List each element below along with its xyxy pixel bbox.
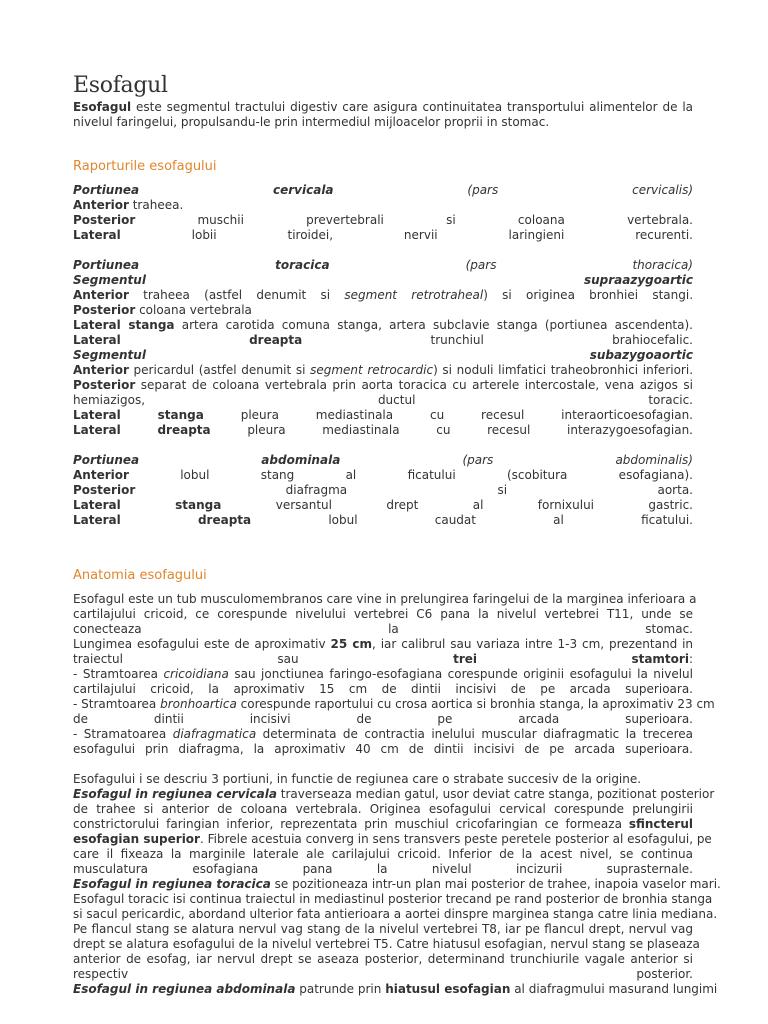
text-line: - Stramtoarea bronhoartica corespunde raportului cu crosa aortica si bronhia stanga, la aproximativ 23 cm xyxy=(73,697,715,711)
text-line: esofagian superior. Fibrele acestuia converg in sens transvers peste peretele posterior al esofagului, pe xyxy=(73,832,712,846)
text-line: traiectul sau trei stamtori: xyxy=(73,652,693,666)
text-line: hemiazigos, ductul toracic. xyxy=(73,393,693,407)
text-line: - Stramtoarea cricoidiana sau jonctiunea faringo-esofagiana corespunde originii esofagului la nivelul xyxy=(73,667,693,681)
text-line: Lungimea esofagului este de aproximativ 25 cm, iar calibrul sau variaza intre 1-3 cm, prezentand in xyxy=(73,637,694,651)
text-line: Anterior traheea. xyxy=(73,198,184,212)
anatomia-paragraph-1 xyxy=(73,592,715,757)
text-line: Esofagul este un tub musculomembranos care vine in prelungirea faringelui de la marginea inferioara a xyxy=(73,592,697,606)
anatomia-paragraph-2 xyxy=(73,772,721,997)
text-line: Pe flancul stang se alatura nervul vag stang de la nivelul vertebrei T8, iar pe flancul drept, nervul vag xyxy=(73,922,693,936)
text-line: Esofagul este segmentul tractului digestiv care asigura continuitatea transportului alimentelor de la xyxy=(73,100,693,114)
text-line: drept se alatura esofagului de la nivelul vertebrei T5. Catre hiatusul esofagian, nervul stang se plaseaza xyxy=(73,937,700,951)
text-line: Esofagului i se descriu 3 portiuni, in functie de regiunea care o strabate succesiv de la origine. xyxy=(73,772,642,786)
text-line: Esofagul in regiunea toracica se pozitioneaza intr-un plan mai posterior de trahee, inapoia vaselor mari. xyxy=(73,877,721,891)
text-line: Segmentul subazygoaortic xyxy=(73,348,693,362)
portiunea-cervicala-block xyxy=(73,183,693,243)
text-line: Lateral dreapta trunchiul brahiocefalic. xyxy=(73,333,693,347)
intro-paragraph xyxy=(73,100,693,130)
text-line: Anterior traheea (astfel denumit si segment retrotraheal) si originea bronhiei stangi. xyxy=(73,288,694,302)
text-line: Posterior muschii prevertebrali si coloana vertebrala. xyxy=(73,213,693,227)
text-line: Portiunea toracica (pars thoracica) xyxy=(73,258,693,272)
text-line: Posterior diafragma si aorta. xyxy=(73,483,693,497)
text-line: respectiv posterior. xyxy=(73,967,693,981)
text-line: Portiunea abdominala (pars abdominalis) xyxy=(73,453,693,467)
text-line: Esofagul in regiunea cervicala traverseaza median gatul, usor deviat catre stanga, pozitionat posterior xyxy=(73,787,715,801)
text-line: Posterior coloana vertebrala xyxy=(73,303,252,317)
text-line: cartilajului cricoid, la aproximativ 15 cm de dintii incisivi de pe arcada superioara. xyxy=(73,682,693,696)
text-line: Lateral stanga pleura mediastinala cu recesul interaorticoesofagian. xyxy=(73,408,693,422)
text-line: esofagului prin diafragma, la aproximativ 40 cm de dintii incisivi de pe arcada superioara. xyxy=(73,742,693,756)
text-line: Posterior separat de coloana vertebrala prin aorta toracica cu arterele intercostale, vena azigos si xyxy=(73,378,693,392)
text-line: Portiunea cervicala (pars cervicalis) xyxy=(73,183,693,197)
text-line: Lateral stanga versantul drept al fornixului gastric. xyxy=(73,498,693,512)
text-line: Lateral stanga artera carotida comuna stanga, artera subclavie stanga (portiunea ascendenta). xyxy=(73,318,693,332)
text-line: musculatura esofagiana pana la nivelul incizurii suprasternale. xyxy=(73,862,693,876)
text-line: Lateral dreapta lobul caudat al ficatului. xyxy=(73,513,693,527)
portiunea-abdominala-block xyxy=(73,453,693,528)
portiunea-toracica-block xyxy=(73,258,693,438)
text-line: Segmentul supraazygoartic xyxy=(73,273,693,287)
section-heading-anatomia: Anatomia esofagului xyxy=(73,568,207,583)
text-line: de trahee si anterior de coloana vertebrala. Originea esofagului cervical corespunde prelungirii xyxy=(73,802,693,816)
text-line: nivelul faringelui, propulsandu-le prin intermediul mijloacelor proprii in stomac. xyxy=(73,115,550,129)
text-line: Lateral lobii tiroidei, nervii laringieni recurenti. xyxy=(73,228,693,242)
section-heading-raporturile: Raporturile esofagului xyxy=(73,159,217,174)
document-content xyxy=(73,72,721,997)
text-line: constrictorului faringian inferior, reprezentata prin muschiul cricofaringian ce formeaza sfincterul xyxy=(73,817,693,831)
page-title: Esofagul xyxy=(73,73,168,98)
text-line: cartilajului cricoid, ce corespunde nivelului vertebrei C6 pana la nivelul vertebrei T11, unde se xyxy=(73,607,693,621)
text-line: Esofagul toracic isi continua traiectul in mediastinul posterior trecand pe rand posterior de bronhia stanga xyxy=(73,892,713,906)
text-line: Anterior pericardul (astfel denumit si segment retrocardic) si noduli limfatici traheobronhici inferiori. xyxy=(73,363,694,377)
text-line: Lateral dreapta pleura mediastinala cu recesul interazygoesofagian. xyxy=(73,423,693,437)
text-line: anterior de esofag, iar nervul drept se aseaza posterior, determinand trunchiurile vagale anterior si xyxy=(73,952,693,966)
text-line: conecteaza la stomac. xyxy=(73,622,693,636)
text-line: si sacul pericardic, abordand ulterior fata antierioara a aortei dinspre marginea stanga catre linia mediana. xyxy=(73,907,718,921)
text-line: de dintii incisivi de pe arcada superioara. xyxy=(73,712,693,726)
text-line: care il fixeaza la marginile laterale ale carilajului cricoid. Inferior de la acest nivel, se continua xyxy=(73,847,693,861)
text-line: Esofagul in regiunea abdominala patrunde prin hiatusul esofagian al diafragmului masurand lungimi xyxy=(73,982,718,996)
text-line: Anterior lobul stang al ficatului (scobitura esofagiana). xyxy=(73,468,693,482)
text-line: - Stramatoarea diafragmatica determinata de contractia inelului muscular diafragmatic la trecerea xyxy=(73,727,694,741)
